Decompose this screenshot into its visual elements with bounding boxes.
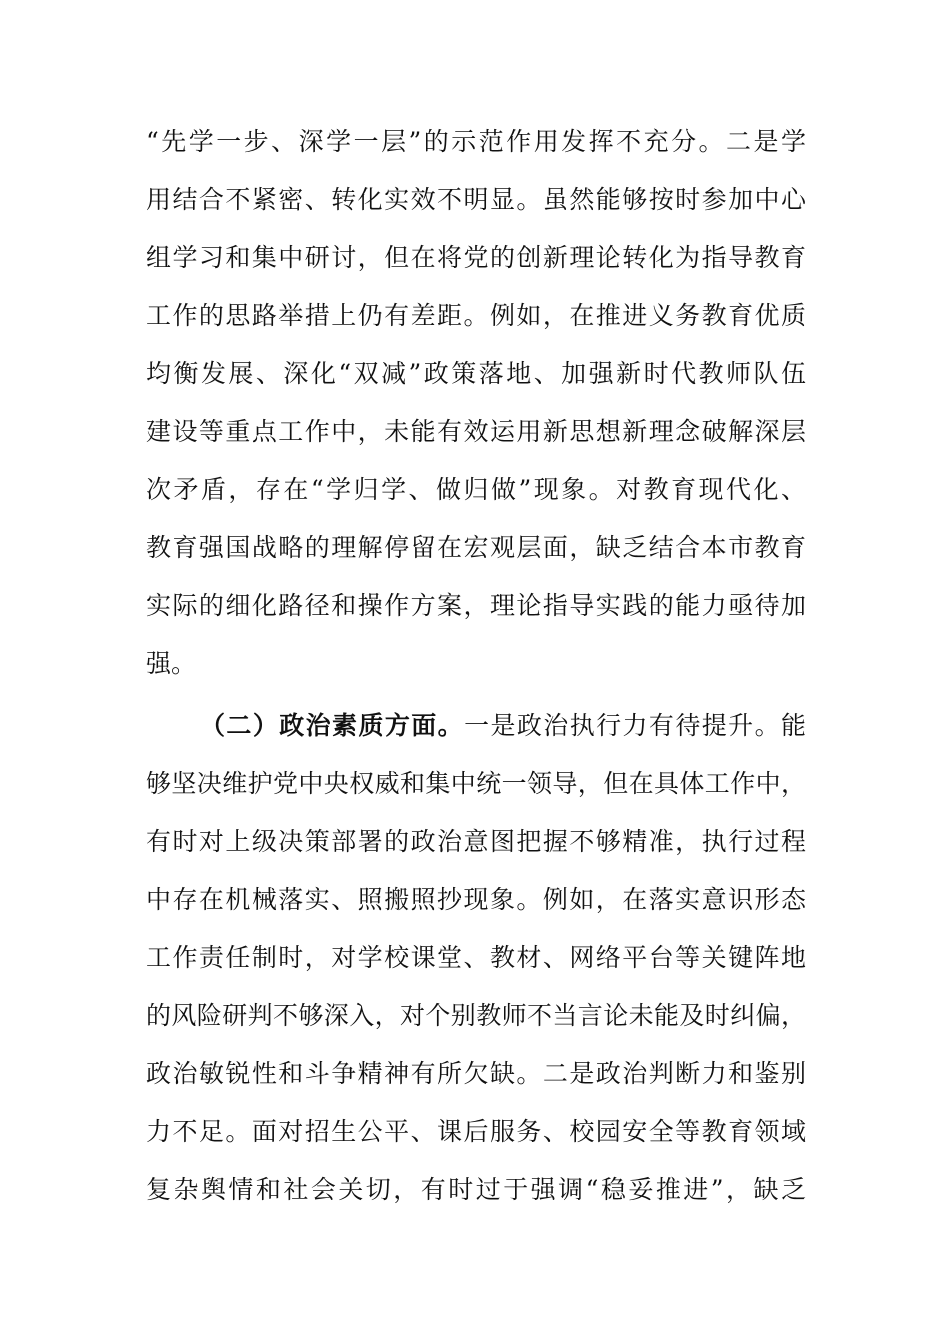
text-line: 用结合不紧密、转化实效不明显。虽然能够按时参加中心: [146, 185, 806, 214]
text-line-last: 强。: [146, 649, 197, 678]
text-line: 有时对上级决策部署的政治意图把握不够精准，执行过程: [146, 827, 806, 856]
text-line: 实际的细化路径和操作方案，理论指导实践的能力亟待加: [146, 591, 806, 620]
text-line: 组学习和集中研讨，但在将党的创新理论转化为指导教育: [146, 243, 806, 272]
text-line: 力不足。面对招生公平、课后服务、校园安全等教育领域: [146, 1117, 806, 1146]
section-heading: （二）政治素质方面。: [200, 711, 465, 740]
text-line: 的风险研判不够深入，对个别教师不当言论未能及时纠偏，: [146, 1001, 806, 1030]
text-line: 中存在机械落实、照搬照抄现象。例如，在落实意识形态: [146, 885, 806, 914]
text-line: 工作责任制时，对学校课堂、教材、网络平台等关键阵地: [146, 943, 806, 972]
first-line-text: 一是政治执行力有待提升。能: [464, 711, 806, 740]
text-line: 均衡发展、深化“双减”政策落地、加强新时代教师队伍: [146, 359, 806, 388]
paragraph-first-line: [146, 697, 806, 755]
text-line: 工作的思路举措上仍有差距。例如，在推进义务教育优质: [146, 301, 806, 330]
text-line: 教育强国战略的理解停留在宏观层面，缺乏结合本市教育: [146, 533, 806, 562]
text-line: “先学一步、深学一层”的示范作用发挥不充分。二是学: [146, 127, 806, 156]
text-line: 建设等重点工作中，未能有效运用新思想新理念破解深层: [146, 417, 806, 446]
text-line: 复杂舆情和社会关切，有时过于强调“稳妥推进”，缺乏: [146, 1175, 806, 1204]
text-line: 次矛盾，存在“学归学、做归做”现象。对教育现代化、: [146, 475, 806, 504]
text-line: 够坚决维护党中央权威和集中统一领导，但在具体工作中，: [146, 769, 806, 798]
text-line: 政治敏锐性和斗争精神有所欠缺。二是政治判断力和鉴别: [146, 1059, 806, 1088]
